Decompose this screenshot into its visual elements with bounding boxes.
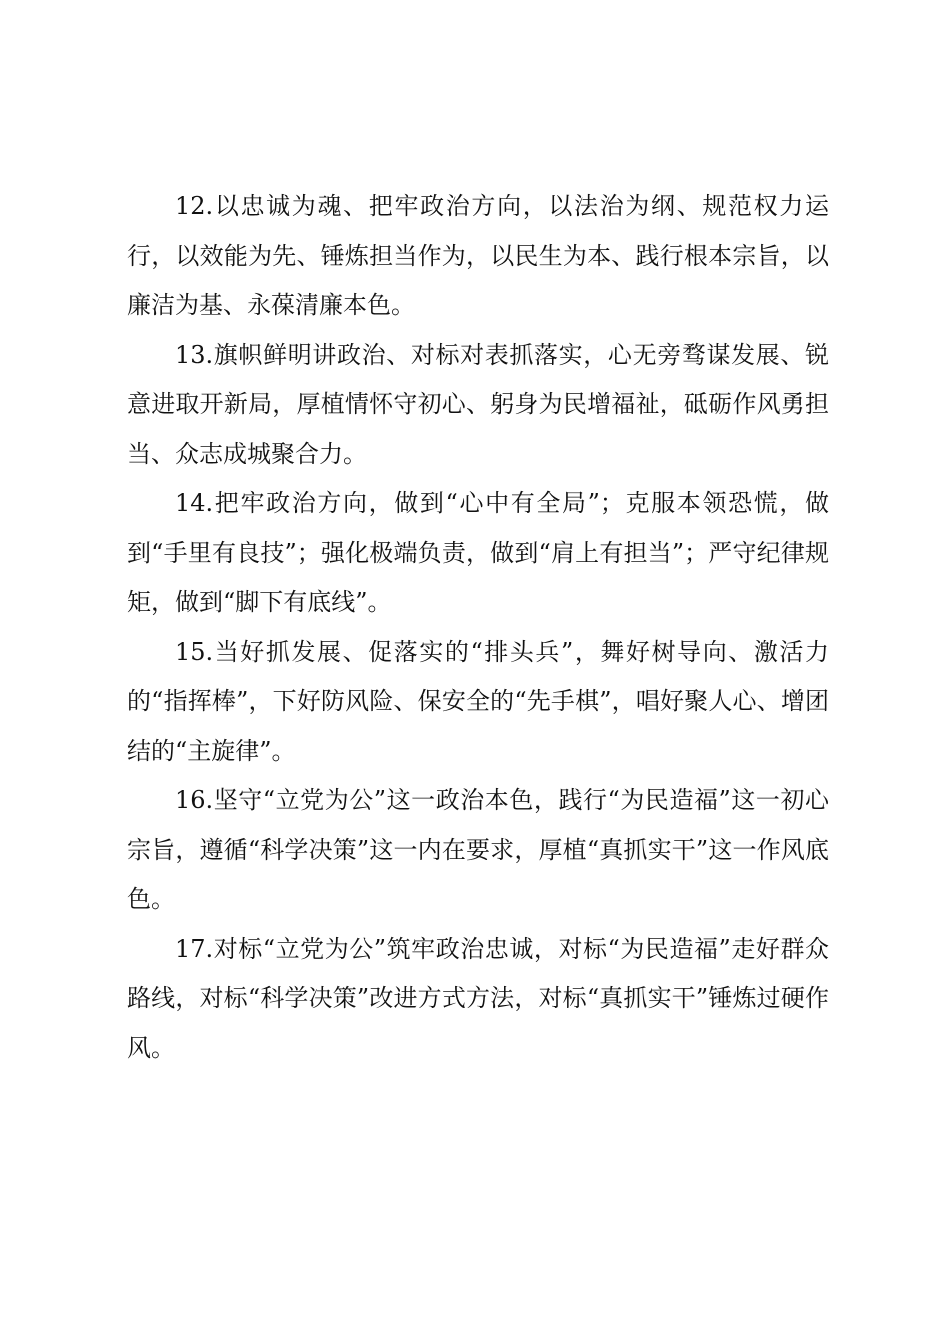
paragraph-17: 17.对标“立党为公”筑牢政治忠诚，对标“为民造福”走好群众路线，对标“科学决策”改进方式方法，对标“真抓实干”锤炼过硬作风。 bbox=[127, 934, 829, 1062]
paragraph-15: 15.当好抓发展、促落实的“排头兵”，舞好树导向、激活力的“指挥棒”，下好防风险、保安全的“先手棋”，唱好聚人心、增团结的“主旋律”。 bbox=[127, 637, 829, 765]
paragraph-16: 16.坚守“立党为公”这一政治本色，践行“为民造福”这一初心宗旨，遵循“科学决策”这一内在要求，厚植“真抓实干”这一作风底色。 bbox=[127, 786, 829, 913]
paragraph-13: 13.旗帜鲜明讲政治、对标对表抓落实，心无旁骛谋发展、锐意进取开新局，厚植情怀守初心、躬身为民增福祉，砥砺作风勇担当、众志成城聚合力。 bbox=[127, 340, 829, 468]
document-body bbox=[127, 182, 829, 1073]
paragraph-12: 12.以忠诚为魂、把牢政治方向，以法治为纲、规范权力运行，以效能为先、锤炼担当作为，以民生为本、践行根本宗旨，以廉洁为基、永葆清廉本色。 bbox=[127, 192, 829, 319]
paragraph-14: 14.把牢政治方向，做到“心中有全局”；克服本领恐慌，做到“手里有良技”；强化极端负责，做到“肩上有担当”；严守纪律规矩，做到“脚下有底线”。 bbox=[127, 489, 829, 616]
